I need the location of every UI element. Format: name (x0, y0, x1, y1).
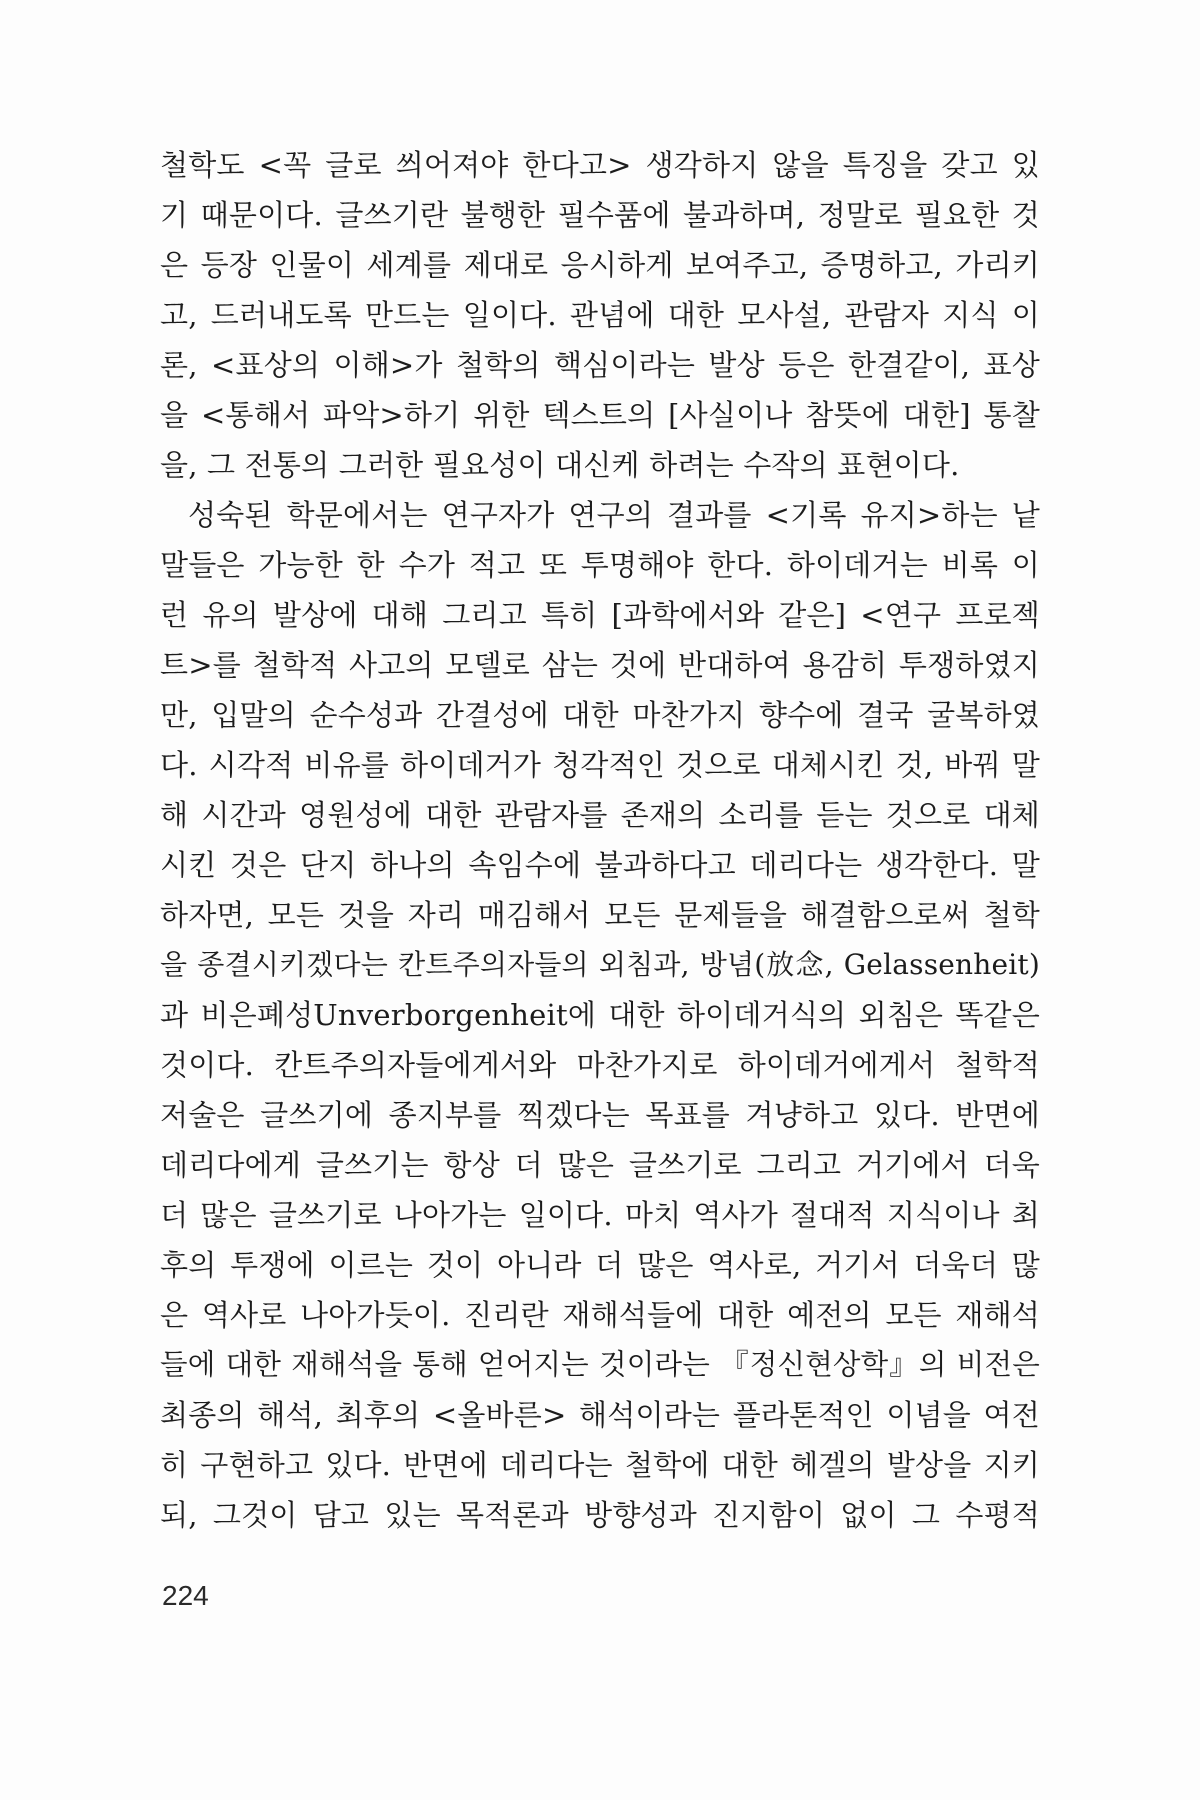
text-line: 하자면, 모든 것을 자리 매김해서 모든 문제들을 해결함으로써 철학 (160, 898, 1040, 932)
text-line: 저술은 글쓰기에 종지부를 찍겠다는 목표를 겨냥하고 있다. 반면에 (160, 1098, 1040, 1132)
page-number: 224 (162, 1580, 209, 1611)
text-line: 런 유의 발상에 대해 그리고 특히 [과학에서와 같은] <연구 프로젝 (160, 598, 1040, 632)
text-line: 해 시간과 영원성에 대한 관람자를 존재의 소리를 듣는 것으로 대체 (160, 798, 1040, 832)
text-line: 들에 대한 재해석을 통해 얻어지는 것이라는 『정신현상학』의 비전은 (160, 1348, 1040, 1381)
text-line: 되, 그것이 담고 있는 목적론과 방향성과 진지함이 없이 그 수평적 (160, 1498, 1040, 1532)
text-line: 만, 입말의 순수성과 간결성에 대한 마찬가지 향수에 결국 굴복하였 (160, 698, 1040, 732)
text-line: 은 역사로 나아가듯이. 진리란 재해석들에 대한 예전의 모든 재해석 (160, 1298, 1040, 1332)
text-line: 을, 그 전통의 그러한 필요성이 대신케 하려는 수작의 표현이다. (160, 448, 960, 482)
text-line: 철학도 <꼭 글로 씌어져야 한다고> 생각하지 않을 특징을 갖고 있 (160, 148, 1040, 182)
text-line: 은 등장 인물이 세계를 제대로 응시하게 보여주고, 증명하고, 가리키 (160, 248, 1040, 282)
text-line: 말들은 가능한 한 수가 적고 또 투명해야 한다. 하이데거는 비록 이 (160, 548, 1040, 582)
text-line: 을 종결시키겠다는 칸트주의자들의 외침과, 방념(放念, Gelassenheit) (160, 948, 1040, 981)
text-line: 최종의 해석, 최후의 <올바른> 해석이라는 플라톤적인 이념을 여전 (160, 1398, 1040, 1432)
text-line: 을 <통해서 파악>하기 위한 텍스트의 [사실이나 참뜻에 대한] 통찰 (160, 398, 1040, 432)
text-line: 기 때문이다. 글쓰기란 불행한 필수품에 불과하며, 정말로 필요한 것 (160, 198, 1040, 232)
text-line: 시킨 것은 단지 하나의 속임수에 불과하다고 데리다는 생각한다. 말 (160, 848, 1040, 882)
body-text (160, 140, 1040, 1540)
text-line: 후의 투쟁에 이르는 것이 아니라 더 많은 역사로, 거기서 더욱더 많 (160, 1248, 1040, 1282)
text-line: 성숙된 학문에서는 연구자가 연구의 결과를 <기록 유지>하는 낱 (188, 498, 1040, 532)
text-line: 것이다. 칸트주의자들에게서와 마찬가지로 하이데거에게서 철학적 (160, 1048, 1040, 1082)
text-line: 론, <표상의 이해>가 철학의 핵심이라는 발상 등은 한결같이, 표상 (160, 348, 1040, 382)
text-line: 다. 시각적 비유를 하이데거가 청각적인 것으로 대체시킨 것, 바꿔 말 (160, 748, 1040, 782)
text-line: 트>를 철학적 사고의 모델로 삼는 것에 반대하여 용감히 투쟁하였지 (160, 648, 1040, 682)
text-line: 더 많은 글쓰기로 나아가는 일이다. 마치 역사가 절대적 지식이나 최 (160, 1198, 1040, 1232)
text-line: 과 비은폐성Unverborgenheit에 대한 하이데거식의 외침은 똑같은 (160, 998, 1040, 1032)
text-line: 히 구현하고 있다. 반면에 데리다는 철학에 대한 헤겔의 발상을 지키 (160, 1448, 1040, 1482)
text-line: 데리다에게 글쓰기는 항상 더 많은 글쓰기로 그리고 거기에서 더욱 (160, 1148, 1040, 1182)
text-line: 고, 드러내도록 만드는 일이다. 관념에 대한 모사설, 관람자 지식 이 (160, 298, 1040, 332)
